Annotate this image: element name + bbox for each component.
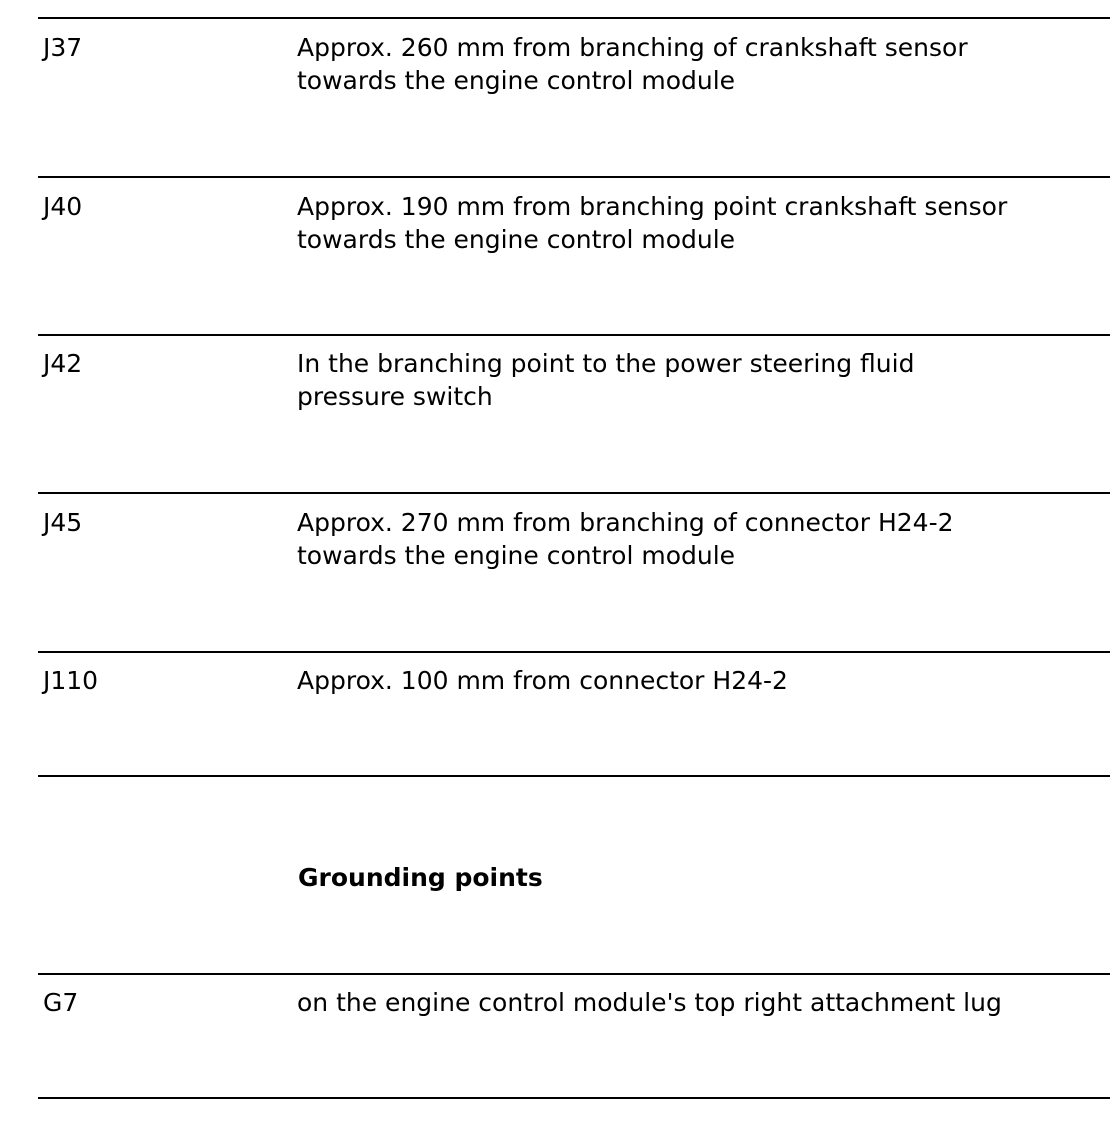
section-heading: Grounding points bbox=[298, 863, 543, 892]
table-divider bbox=[38, 17, 1110, 19]
row-description: Approx. 190 mm from branching point crankshaft sensor towards the engine control module bbox=[297, 192, 1008, 254]
row-description: In the branching point to the power steering fluid pressure switch bbox=[297, 349, 915, 411]
table-divider bbox=[38, 775, 1110, 777]
table-divider bbox=[38, 492, 1110, 494]
table-divider bbox=[38, 973, 1110, 975]
row-code: J45 bbox=[43, 508, 83, 537]
row-code: J110 bbox=[43, 666, 99, 695]
row-description: Approx. 260 mm from branching of crankshaft sensor towards the engine control module bbox=[297, 33, 968, 95]
table-divider bbox=[38, 1097, 1110, 1099]
row-description: Approx. 100 mm from connector H24-2 bbox=[297, 666, 788, 695]
table-divider bbox=[38, 176, 1110, 178]
row-code: J42 bbox=[43, 349, 83, 378]
row-description: Approx. 270 mm from branching of connector H24-2 towards the engine control module bbox=[297, 508, 954, 570]
table-divider bbox=[38, 651, 1110, 653]
row-code: G7 bbox=[43, 988, 79, 1017]
row-description: on the engine control module's top right attachment lug bbox=[297, 988, 1002, 1017]
row-code: J40 bbox=[43, 192, 83, 221]
row-code: J37 bbox=[43, 33, 83, 62]
table-divider bbox=[38, 334, 1110, 336]
